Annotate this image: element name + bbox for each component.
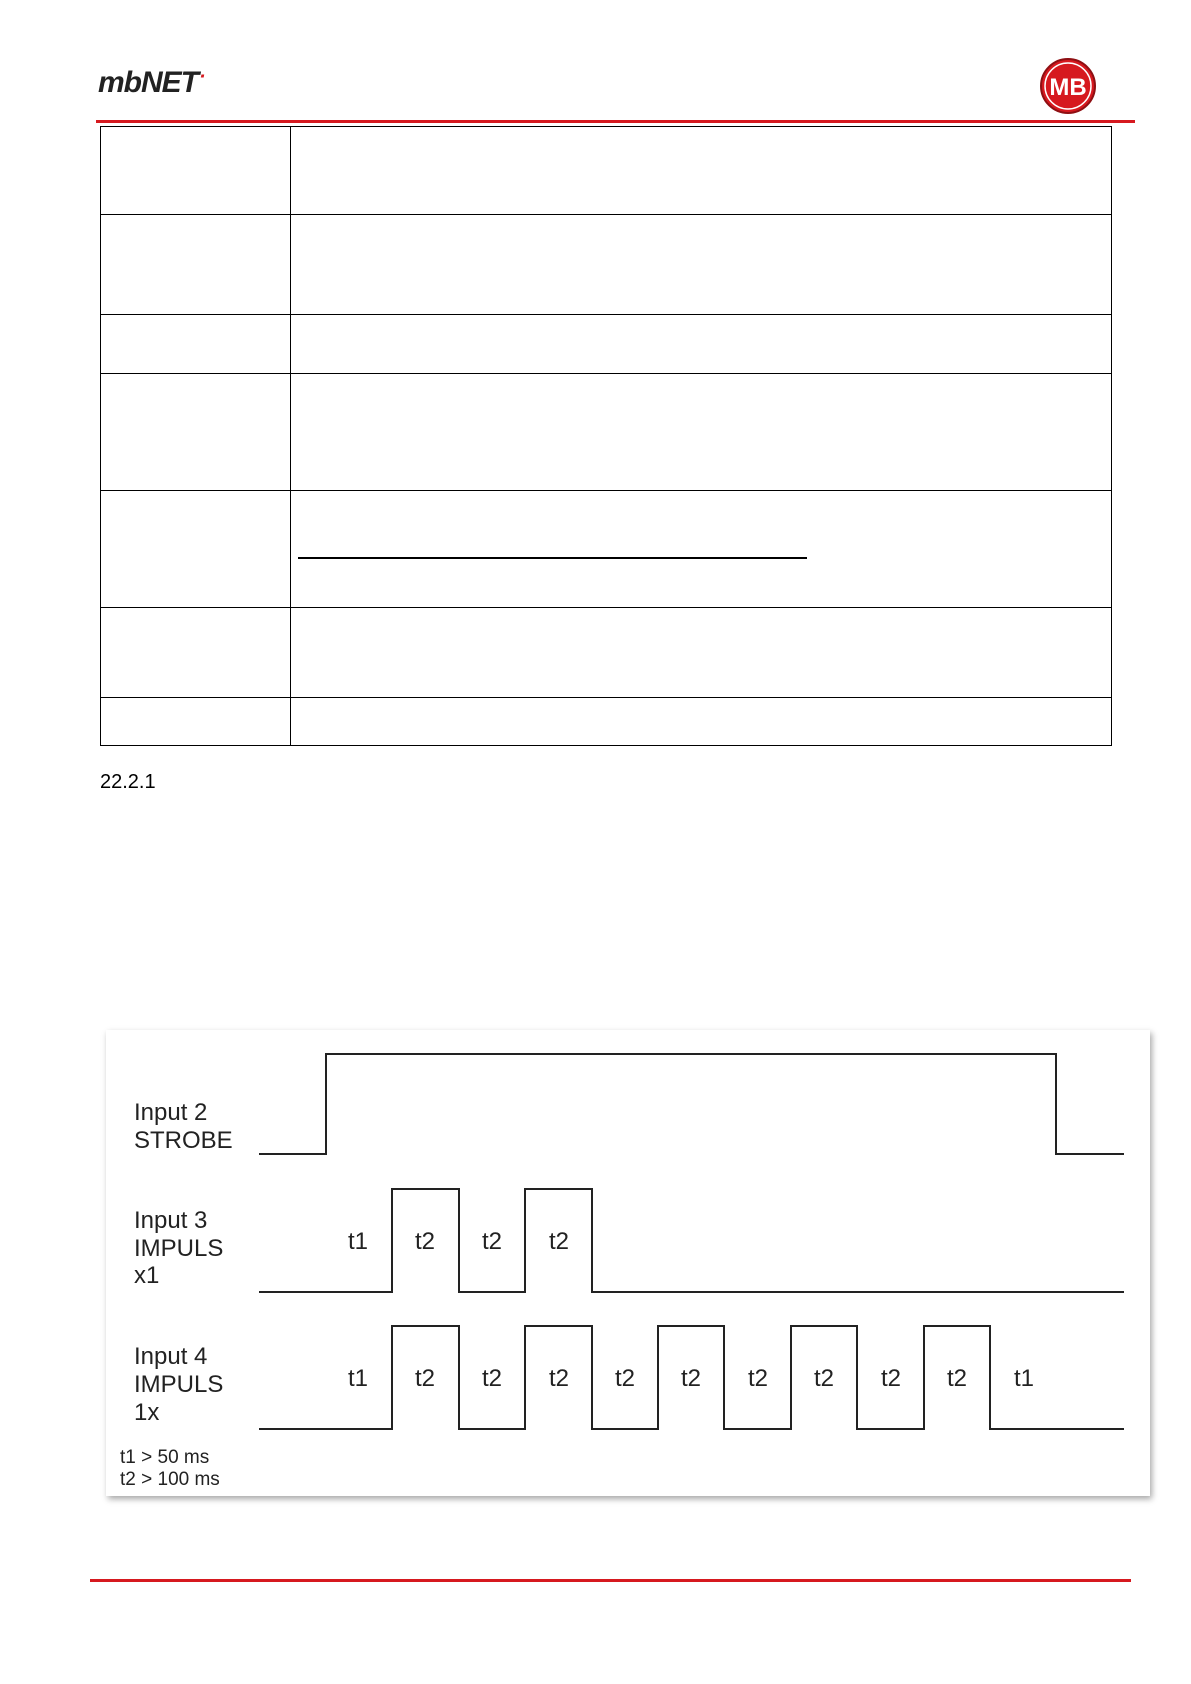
table-row bbox=[101, 698, 1112, 746]
input2-strobe-waveform bbox=[259, 1054, 1124, 1154]
spec-table bbox=[100, 126, 1112, 746]
input2-label-line1: Input 2 bbox=[134, 1099, 208, 1126]
input4-segment-label: t2 bbox=[680, 1365, 702, 1392]
input2-label-line2: STROBE bbox=[134, 1127, 233, 1154]
input3-segment-label: t2 bbox=[548, 1228, 570, 1255]
table-cell bbox=[291, 215, 1112, 315]
footer-rule bbox=[90, 1579, 1131, 1582]
table-cell bbox=[101, 127, 291, 215]
input4-segment-label: t2 bbox=[548, 1365, 570, 1392]
input4-segment-label: t2 bbox=[481, 1365, 503, 1392]
brand-name: mbNET bbox=[98, 66, 198, 99]
table-cell bbox=[101, 215, 291, 315]
legend-t1: t1 > 50 ms bbox=[120, 1447, 210, 1468]
table-cell bbox=[101, 698, 291, 746]
table-row bbox=[101, 608, 1112, 698]
table-cell bbox=[291, 127, 1112, 215]
timing-diagram-svg bbox=[106, 1030, 1150, 1496]
input4-label-line1: Input 4 bbox=[134, 1343, 208, 1370]
table-cell bbox=[101, 315, 291, 374]
brand-mark: · bbox=[199, 66, 205, 88]
input3-impulse-waveform bbox=[259, 1189, 1124, 1292]
segment-labels bbox=[348, 1228, 1034, 1392]
input3-label-line3: x1 bbox=[134, 1262, 160, 1289]
input4-segment-label: t2 bbox=[414, 1365, 436, 1392]
timing-diagram bbox=[106, 1030, 1150, 1496]
input4-segment-label: t1 bbox=[347, 1365, 369, 1392]
table-row bbox=[101, 315, 1112, 374]
table-row bbox=[101, 491, 1112, 608]
header-rule bbox=[96, 120, 1135, 123]
input3-segment-label: t1 bbox=[347, 1228, 369, 1255]
input3-label-line1: Input 3 bbox=[134, 1207, 208, 1234]
input4-segment-label: t2 bbox=[880, 1365, 902, 1392]
table-row bbox=[101, 215, 1112, 315]
table-cell bbox=[291, 698, 1112, 746]
table-row bbox=[101, 374, 1112, 491]
input3-segment-label: t2 bbox=[414, 1228, 436, 1255]
input4-segment-label: t2 bbox=[813, 1365, 835, 1392]
input4-segment-label: t1 bbox=[1013, 1365, 1035, 1392]
table-cell bbox=[101, 374, 291, 491]
legend-t2: t2 > 100 ms bbox=[120, 1469, 220, 1490]
table-row bbox=[101, 127, 1112, 215]
input4-label-line2: IMPULS bbox=[134, 1371, 224, 1398]
table-cell bbox=[291, 491, 1112, 608]
section-number: 22.2.1 bbox=[100, 771, 156, 793]
table-cell bbox=[291, 608, 1112, 698]
input4-segment-label: t2 bbox=[747, 1365, 769, 1392]
mb-badge-text: MB bbox=[1049, 74, 1087, 101]
input3-label-line2: IMPULS bbox=[134, 1235, 224, 1262]
underlined-link-line[interactable] bbox=[298, 557, 807, 559]
table-cell bbox=[291, 374, 1112, 491]
signal-labels bbox=[134, 1099, 233, 1426]
timing-legend bbox=[120, 1447, 220, 1490]
table-cell bbox=[101, 608, 291, 698]
mbnet-logo bbox=[98, 66, 205, 100]
mb-logo-icon bbox=[1039, 57, 1097, 115]
input4-segment-label: t2 bbox=[946, 1365, 968, 1392]
input4-segment-label: t2 bbox=[614, 1365, 636, 1392]
input4-label-line3: 1x bbox=[134, 1399, 160, 1426]
input3-segment-label: t2 bbox=[481, 1228, 503, 1255]
table-cell bbox=[101, 491, 291, 608]
table-cell bbox=[291, 315, 1112, 374]
